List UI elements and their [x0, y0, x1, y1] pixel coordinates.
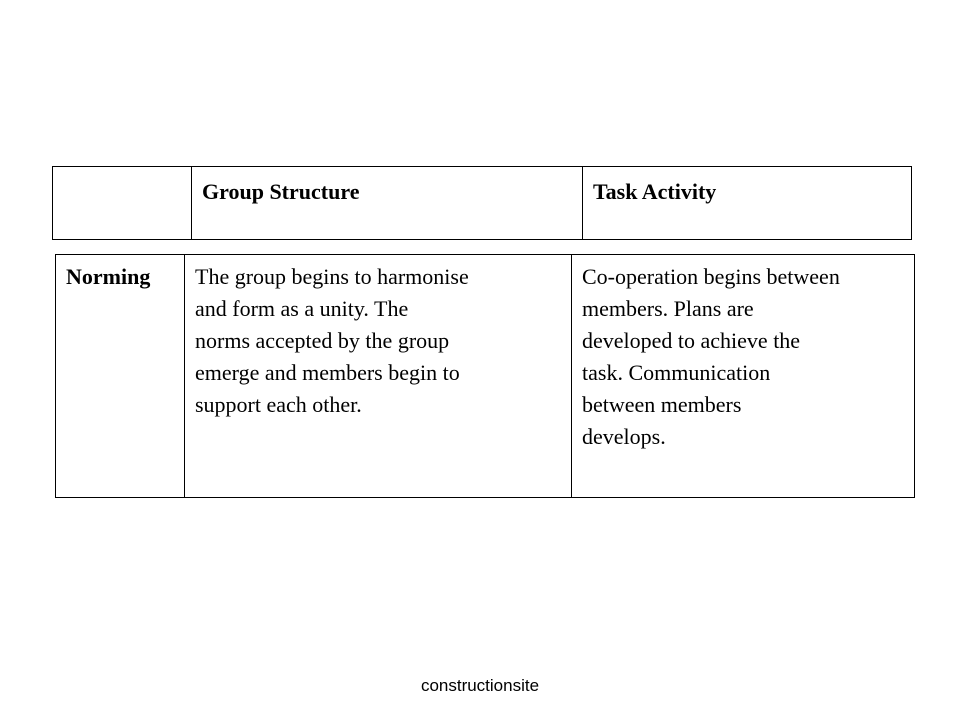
task-activity-cell — [572, 255, 915, 498]
header-empty-cell — [53, 167, 192, 240]
header-group-structure: Group Structure — [192, 167, 583, 240]
group-structure-line: norms accepted by the group — [195, 328, 450, 353]
task-activity-line: Co-operation begins between — [582, 264, 840, 289]
task-activity-line: members. Plans are — [582, 296, 754, 321]
footer-watermark: constructionsite — [420, 676, 540, 695]
task-activity-line: task. Communication — [582, 360, 771, 385]
norming-row — [56, 255, 915, 498]
stage-cell-norming: Norming — [56, 255, 185, 498]
norming-table — [55, 254, 915, 498]
group-structure-line: emerge and members begin to — [195, 360, 460, 385]
header-task-activity: Task Activity — [583, 167, 912, 240]
header-row — [53, 167, 912, 240]
header-table — [52, 166, 912, 240]
group-structure-line: and form as a unity. The — [195, 296, 409, 321]
group-structure-line: The group begins to harmonise — [195, 264, 469, 289]
group-structure-line: support each other. — [195, 392, 362, 417]
task-activity-line: developed to achieve the — [582, 328, 801, 353]
task-activity-line: develops. — [582, 424, 666, 449]
group-structure-cell — [185, 255, 572, 498]
task-activity-line: between members — [582, 392, 742, 417]
